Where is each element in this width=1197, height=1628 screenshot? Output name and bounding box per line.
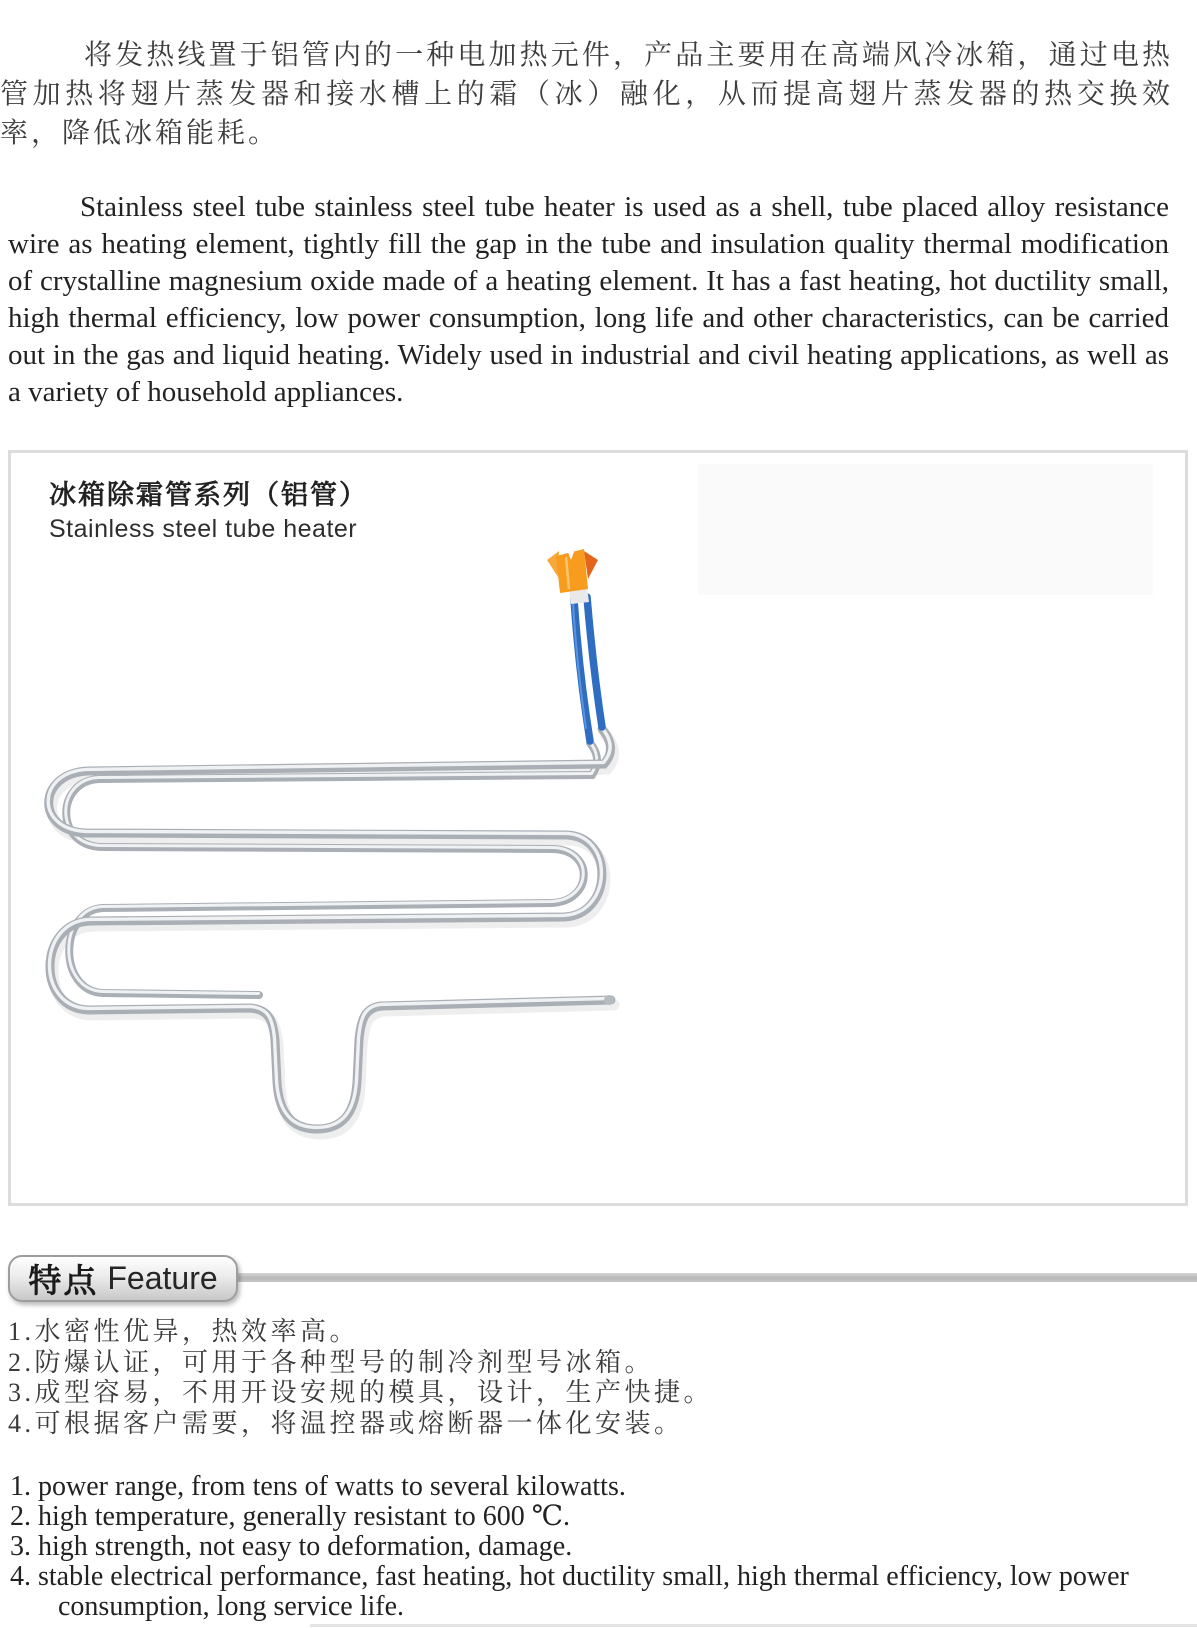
intro-paragraph-en: Stainless steel tube stainless steel tube heater is used as a shell, tube placed alloy resistance wire as heating element, tightly fill the gap in the tube and insulation quality thermal modification of crystalline magnesium oxide made of a heating element. It has a fast heating, hot ductility small, high thermal efficiency, low power consumption, long life and other characteristics, can be carried out in the gas and liquid heating. Widely used in industrial and civil heating applications, as well as a variety of household appliances. <box>8 191 1169 408</box>
feature-item-en: 2. high temperature, generally resistant to 600 ℃. <box>10 1501 571 1532</box>
feature-item-cn: 2.防爆认证，可用于各种型号的制冷剂型号冰箱。 <box>8 1347 655 1377</box>
feature-item-en: 3. high strength, not easy to deformation, damage. <box>10 1531 573 1562</box>
heater-product-photo <box>11 453 1185 1203</box>
feature-item-cn: 4.可根据客户需要，将温控器或熔断器一体化安装。 <box>8 1408 684 1438</box>
feature-item-cn: 3.成型容易，不用开设安规的模具，设计，生产快捷。 <box>8 1378 714 1407</box>
aluminum-tube-return <box>66 742 597 996</box>
blue-lead-sleeves <box>573 597 602 741</box>
next-section-divider-cropped <box>310 1624 1197 1627</box>
feature-label-cn: 特点 <box>28 1262 99 1299</box>
feature-section-header <box>0 1255 1197 1302</box>
feature-item-en: 4. stable electrical performance, fast heating, hot ductility small, high thermal efficiency, low power consumption, long service life. <box>10 1561 1129 1622</box>
product-photo-box <box>8 450 1188 1206</box>
tube-shadow <box>52 734 614 1134</box>
wire-sleeve-right <box>587 597 602 727</box>
feature-label-en: Feature <box>107 1260 218 1296</box>
product-titles <box>49 473 368 544</box>
feature-item-cn: 1.水密性优异，热效率高。 <box>8 1317 360 1346</box>
product-title-en: Stainless steel tube heater <box>49 515 358 543</box>
sealed-tube-tip <box>604 995 614 1005</box>
intro-paragraph-cn: 将发热线置于铝管内的一种电加热元件，产品主要用在高端风冷冰箱，通过电热管加热将翅片蒸发器和接水槽上的霜（冰）融化，从而提高翅片蒸发器的热交换效率，降低冰箱能耗。 <box>0 40 1173 149</box>
feature-header-rule <box>218 1273 1197 1282</box>
feature-header-pill <box>8 1255 238 1302</box>
feature-list-cn <box>8 1317 1187 1439</box>
product-title-cn: 冰箱除霜管系列（铝管） <box>49 480 368 510</box>
feature-item-en: 1. power range, from tens of watts to several kilowatts. <box>10 1471 626 1502</box>
